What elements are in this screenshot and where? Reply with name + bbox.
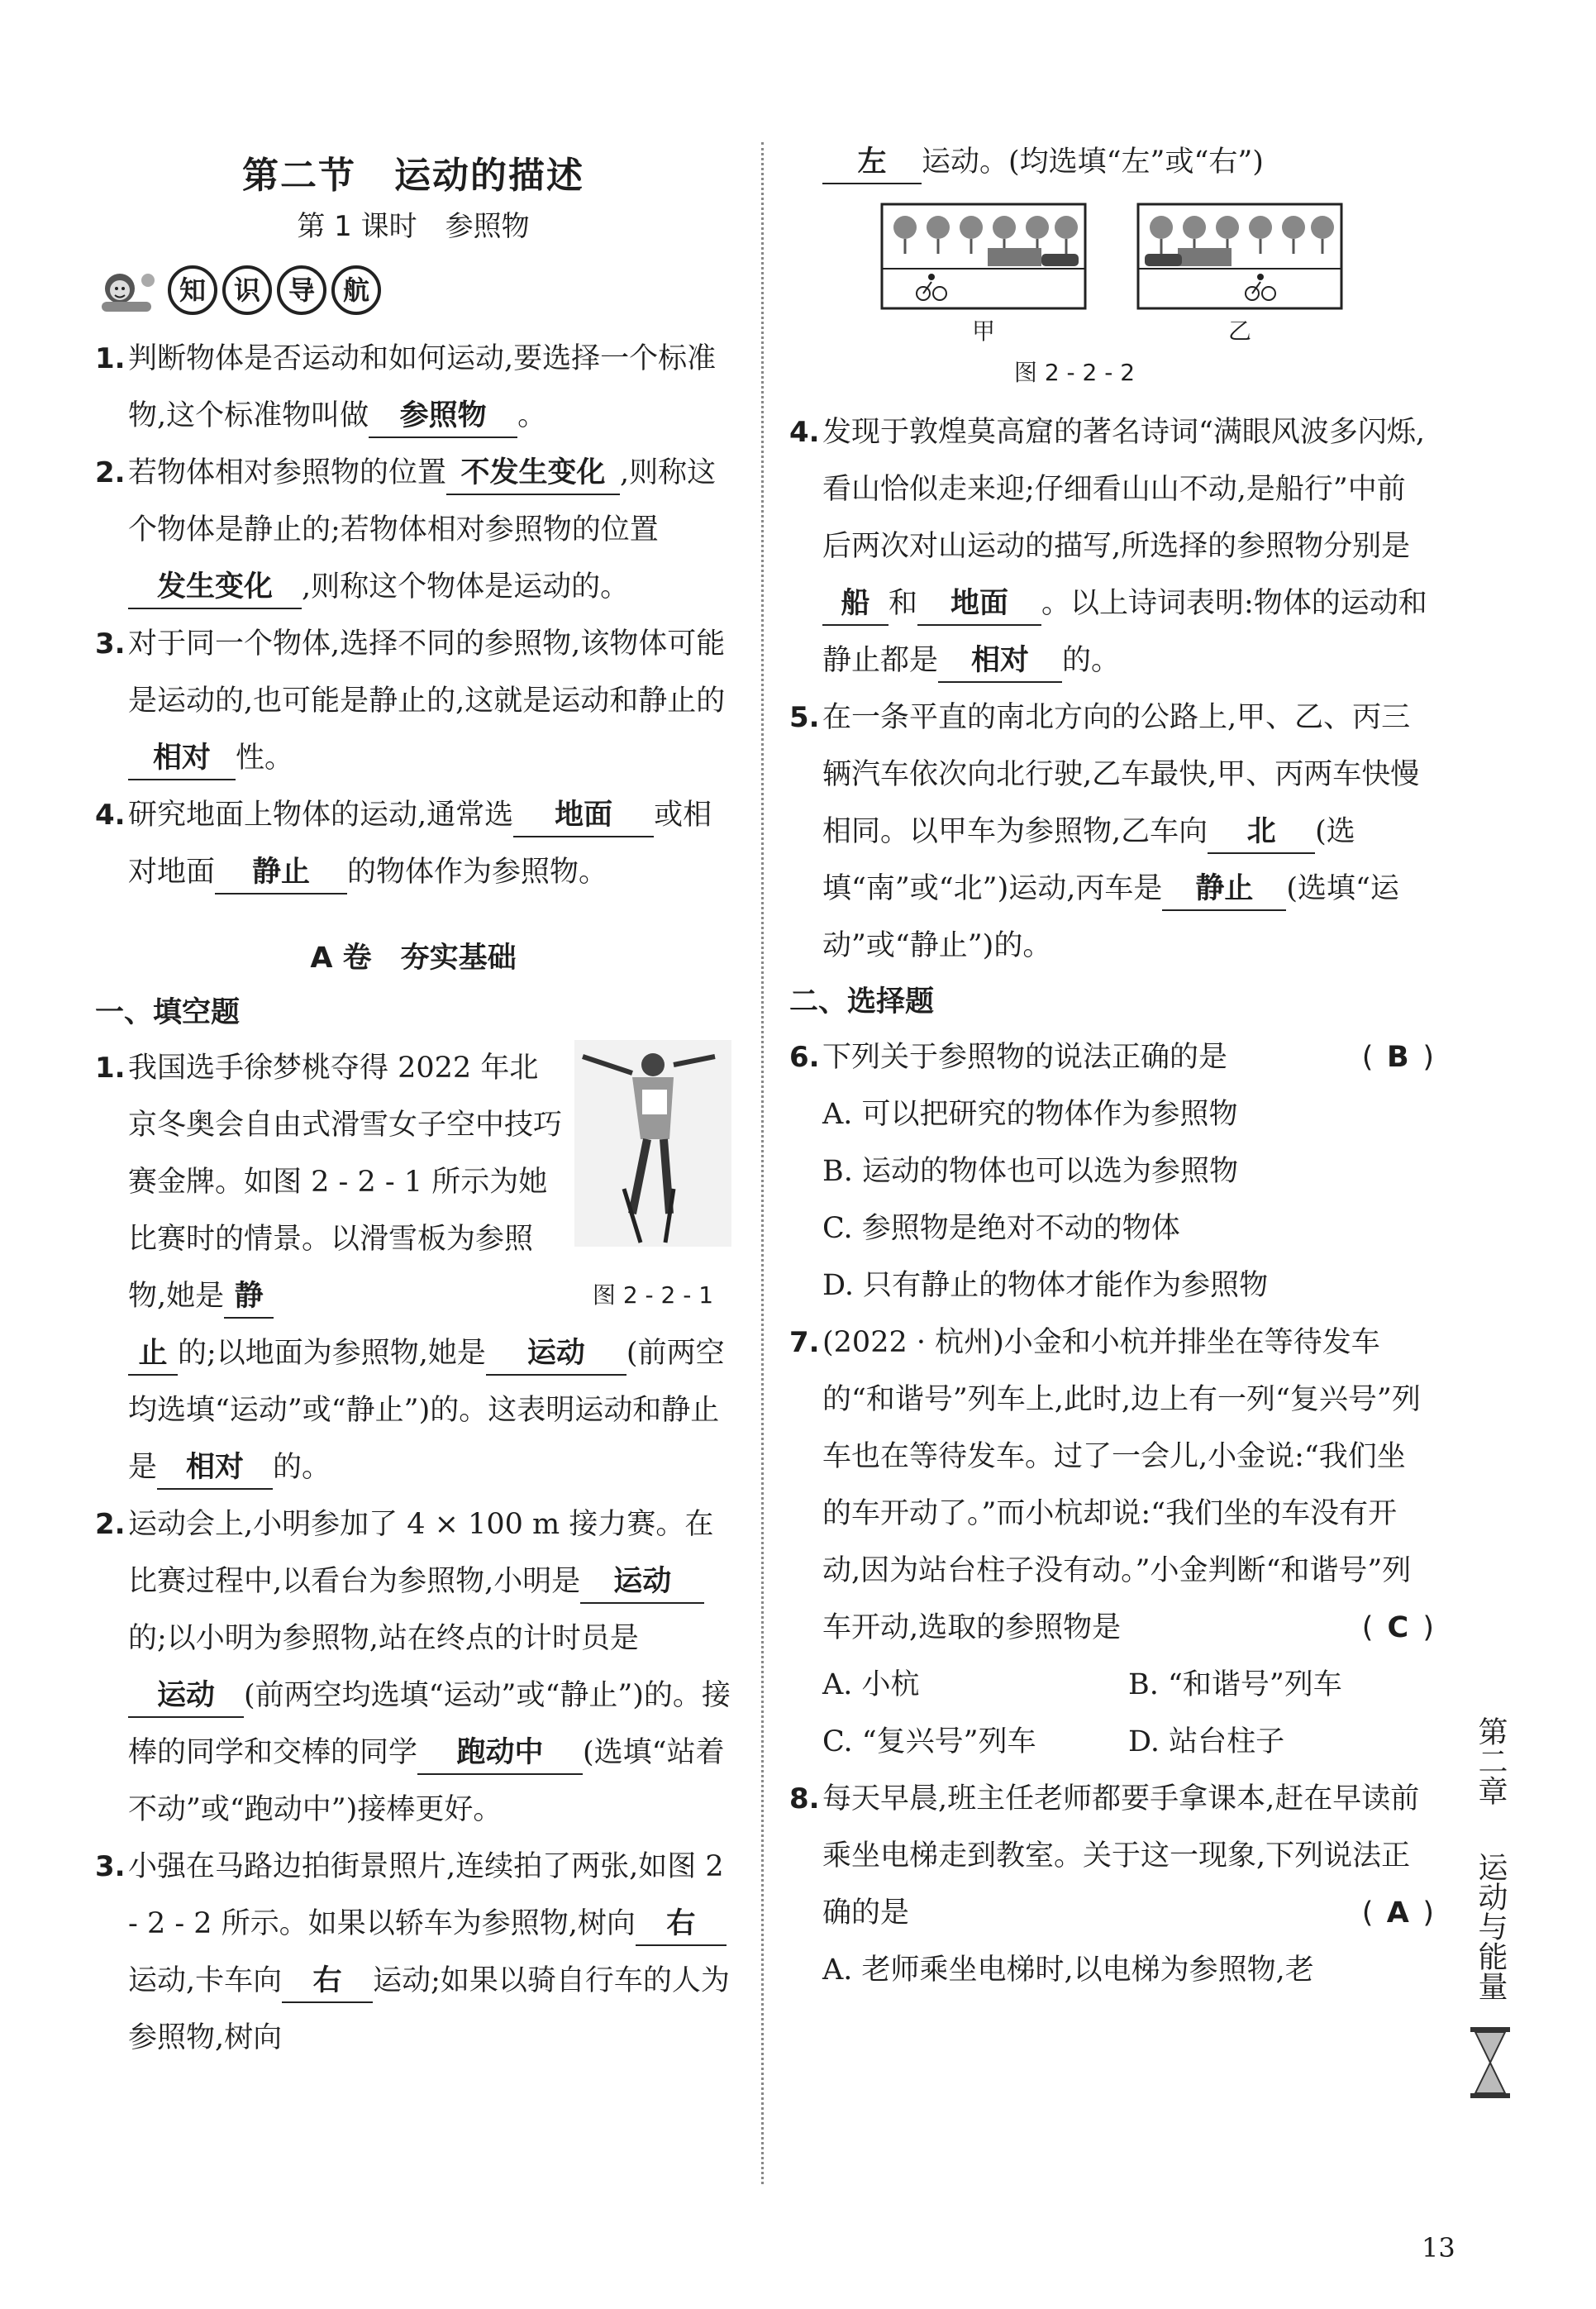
nav-char: 识 <box>222 265 272 315</box>
volume-a-heading: A 卷 夯实基础 <box>310 942 517 975</box>
question-6: 6. 下列关于参照物的说法正确的是 ( B ) <box>789 1029 1434 1086</box>
question-5: 5. 在一条平直的南北方向的公路上,甲、乙、丙三辆汽车依次向北行驶,乙车最快,甲、丙两车快慢相同。以甲车为参照物,乙车向 北 (选填“南”或“北”)运动,丙车是 静止 (选填“运动”或“静止”)的。 <box>789 701 1420 962</box>
figure-caption: 图 2 - 2 - 1 <box>592 1281 714 1309</box>
option: B. “和谐号”列车 <box>1128 1668 1342 1701</box>
option: B. 运动的物体也可以选为参照物 <box>822 1155 1238 1188</box>
option: C. 参照物是绝对不动的物体 <box>822 1212 1180 1245</box>
section-title: 第二节 运动的描述 <box>242 155 584 197</box>
figure-label: 乙 <box>1227 317 1251 345</box>
option-row <box>789 1714 1434 1771</box>
figure-panel-a <box>880 203 1087 346</box>
figure-caption: 图 2 - 2 - 2 <box>1013 359 1136 386</box>
answer-blank: 静止 <box>215 852 347 894</box>
answer-blank: 参照物 <box>369 395 517 438</box>
hourglass-icon <box>1467 2025 1513 2100</box>
question-3: 3. 小强在马路边拍街景照片,连续拍了两张,如图 2 - 2 - 2 所示。如果以轿车为参照物,树向 右运动,卡车向 右 运动;如果以骑自行车的人为参照物,树向 <box>95 1850 730 2054</box>
option: D. 站台柱子 <box>1128 1725 1285 1758</box>
chapter-label: 第二章 <box>1474 1716 1508 1806</box>
figure-panel-b <box>1136 203 1343 346</box>
figure-2-2-1 <box>574 1040 731 1324</box>
option: A. 可以把研究的物体作为参照物 <box>822 1098 1238 1131</box>
knowledge-nav-banner <box>95 256 731 324</box>
fill-in-heading: 一、填空题 <box>95 996 241 1029</box>
knowledge-item-1: 1. 判断物体是否运动和如何运动,要选择一个标准物,这个标准物叫做 参照物 。 <box>95 331 731 445</box>
answer-blank: 右 <box>636 1903 727 1946</box>
answer-blank: 船 <box>822 583 889 626</box>
answer-blank: 发生变化 <box>128 566 302 609</box>
lesson-title: 第 1 课时 参照物 <box>297 210 530 243</box>
cartoon-mascot-icon <box>95 265 163 315</box>
knowledge-item-3: 3. 对于同一个物体,选择不同的参照物,该物体可能是运动的,也可能是静止的,这就是运动和静止的相对 性。 <box>95 616 731 787</box>
answer-blank: 相对 <box>128 737 236 780</box>
answer-blank: 相对 <box>938 640 1062 683</box>
answer-blank: 左 <box>822 141 922 184</box>
figure-label: 甲 <box>971 317 995 345</box>
answer-blank: 地面 <box>513 794 654 837</box>
chapter-side-tab <box>1461 1703 1519 2108</box>
answer-blank: 运动 <box>486 1333 626 1376</box>
left-column <box>95 124 731 2067</box>
answer-blank: 右 <box>282 1960 373 2003</box>
nav-char: 导 <box>277 265 326 315</box>
answer-blank: 静 <box>224 1276 274 1319</box>
option: D. 只有静止的物体才能作为参照物 <box>822 1269 1269 1302</box>
knowledge-item-2: 2. 若物体相对参照物的位置 不发生变化 ,则称这个物体是静止的;若物体相对参照物的位置发生变化 ,则称这个物体是运动的。 <box>95 445 731 616</box>
knowledge-item-4: 4. 研究地面上物体的运动,通常选 地面 或相对地面 静止 的物体作为参照物。 <box>95 787 731 901</box>
answer-blank: 北 <box>1208 811 1315 854</box>
answer-blank: 止 <box>128 1333 178 1376</box>
option: C. “复兴号”列车 <box>822 1725 1036 1758</box>
answer-blank: 不发生变化 <box>446 452 620 495</box>
question-4: 4. 发现于敦煌莫高窟的著名诗词“满眼风波多闪烁,看山恰似走来迎;仔细看山山不动,是船行”中前后两次对山运动的描写,所选择的参照物分别是船 和 地面 。以上诗词表明:物体的运动和静止都是 相对 的。 <box>789 404 1434 689</box>
topic-label: 运动与能量 <box>1474 1852 1508 2001</box>
option-row <box>789 1657 1434 1714</box>
street-scene-a-image <box>880 203 1087 310</box>
figure-2-2-2 <box>789 203 1434 346</box>
column-divider <box>761 142 764 2184</box>
option: A. 老师乘坐电梯时,以电梯为参照物,老 <box>822 1954 1314 1987</box>
question-2: 2. 运动会上,小明参加了 4 × 100 m 接力赛。在比赛过程中,以看台为参照物,小明是 运动的;以小明为参照物,站在终点的计时员是运动 (前两空均选填“运动”或“静止”)的。接棒的同学和交棒的同学 跑动中 (选填“站着不动”或“跑动中”)接棒更好。 <box>95 1508 731 1826</box>
answer-blank: 静止 <box>1162 868 1286 911</box>
answer-blank: 运动 <box>580 1561 704 1604</box>
answer-blank: 跑动中 <box>417 1732 583 1775</box>
question-3-continued: 左 运动。(均选填“左”或“右”) <box>789 134 1434 191</box>
question-8: 8. 每天早晨,班主任老师都要手拿课本,赶在早读前乘坐电梯走到教室。关于这一现象,下列说法正确的是 ( A ) <box>789 1771 1434 1942</box>
nav-char: 航 <box>331 265 381 315</box>
choice-heading: 二、选择题 <box>789 985 935 1019</box>
answer-blank: 地面 <box>917 583 1041 626</box>
question-1: 1. 图 2 - 2 - 1 我国选手徐梦桃夺得 2022 年北京冬奥会自由式滑雪女子空中技巧赛金牌。如图 2 - 2 - 1 所示为她比赛时的情景。以滑雪板为参照物,她是 静 止 的;以地面为参照物,她是 运动 (前两空均选填“运动”或“静止”)的。这表明运动和静止是 相对 的。 <box>95 1040 731 1496</box>
answer-blank: 运动 <box>128 1675 244 1718</box>
answer-letter: A <box>1386 1896 1409 1930</box>
answer-letter: B <box>1387 1041 1409 1074</box>
answer-blank: 相对 <box>157 1447 273 1490</box>
page-number: 13 <box>1422 2232 1455 2264</box>
street-scene-b-image <box>1136 203 1343 310</box>
option: A. 小杭 <box>822 1668 920 1701</box>
right-column <box>789 134 1434 1999</box>
question-7: 7. (2022 · 杭州)小金和小杭并排坐在等待发车的“和谐号”列车上,此时,边上有一列“复兴号”列车也在等待发车。过了一会儿,小金说:“我们坐的车开动了。”而小杭却说:“我们坐的车没有开动,因为站台柱子没有动。”小金判断“和谐号”列车开动,选取的参照物是 ( C ) <box>789 1314 1434 1657</box>
answer-bracket: ( C ) <box>1362 1600 1434 1657</box>
answer-letter: C <box>1387 1611 1409 1644</box>
nav-char: 知 <box>168 265 217 315</box>
answer-bracket: ( A ) <box>1362 1885 1434 1942</box>
answer-bracket: ( B ) <box>1362 1029 1434 1086</box>
skier-image <box>574 1040 731 1247</box>
